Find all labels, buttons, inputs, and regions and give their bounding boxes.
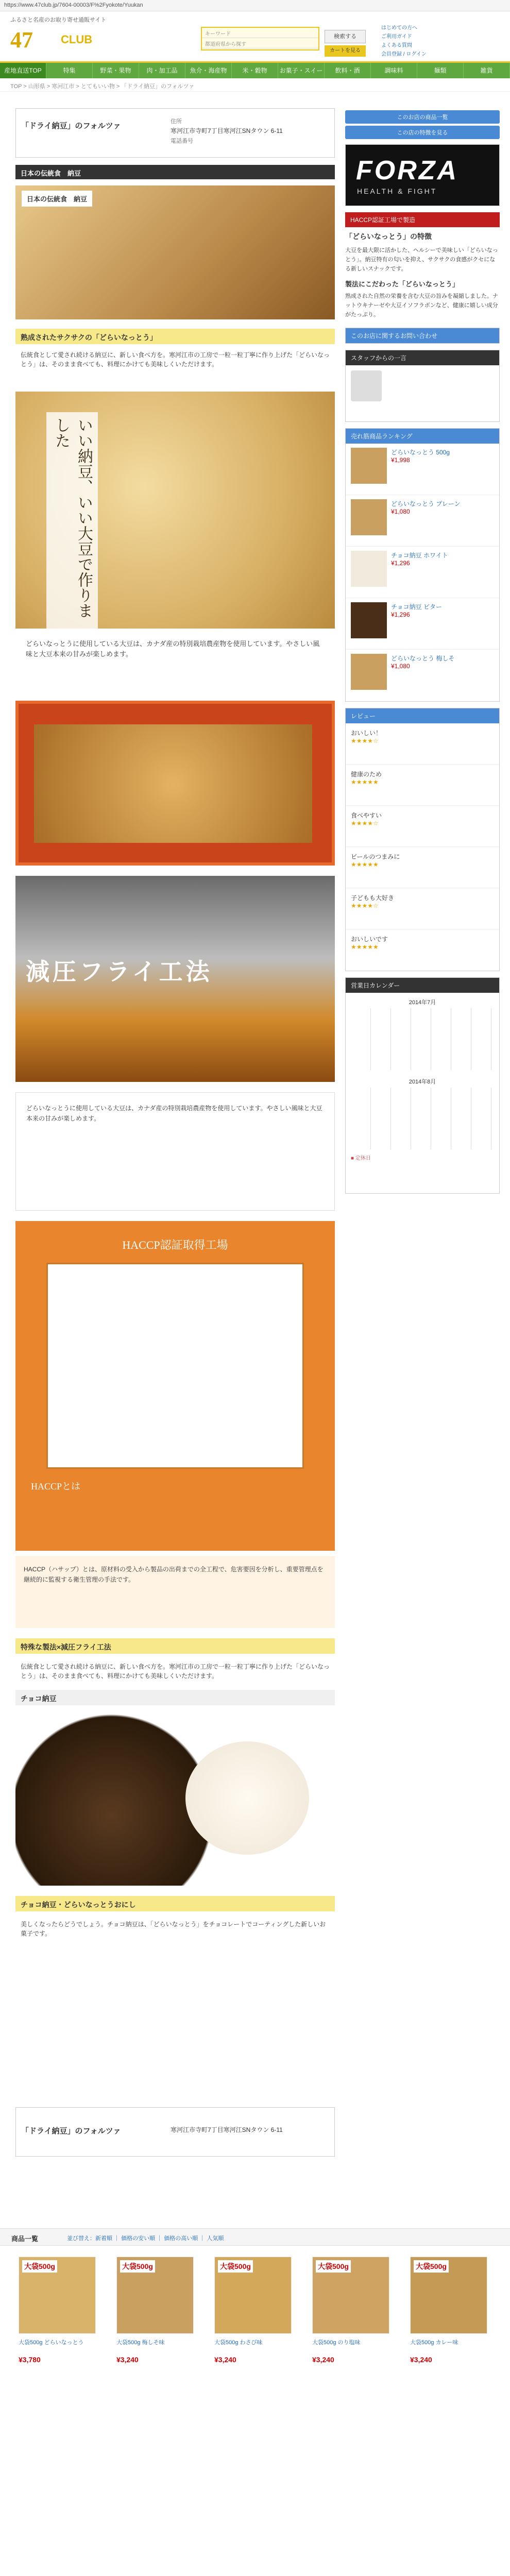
- sort-options[interactable]: 並び替え：新着順 ｜ 価格の安い順 ｜ 価格の高い順 ｜ 人気順: [67, 2235, 224, 2242]
- haccp-description: HACCP（ハサップ）とは、原材料の受入から製品の出荷までの全工程で、危害要因を分析し、重要管理点を継続的に監視する衛生管理の手法です。: [15, 1556, 335, 1628]
- product-thumb: [351, 551, 387, 587]
- review-stars: ★★★★☆: [351, 902, 379, 909]
- url-bar[interactable]: https://www.47club.jp/7604-00003/F%2Fyokote/Yuukan: [0, 0, 510, 11]
- calendar-head: 営業日カレンダー: [346, 978, 499, 993]
- section-heading: 熟成されたサクサクの「どらいなっとう」: [15, 329, 335, 344]
- shop-products-tab[interactable]: このお店の商品一覧: [345, 110, 500, 124]
- header-links: [381, 24, 500, 59]
- method-heading: 特殊な製法×減圧フライ工法: [15, 1638, 335, 1654]
- ranking-head: 売れ筋商品ランキング: [346, 429, 499, 444]
- calendar-grid: [351, 1008, 494, 1070]
- review-title[interactable]: ビールのつまみに: [351, 853, 400, 860]
- fried-natto-photo: [15, 701, 335, 866]
- product-card[interactable]: [11, 2257, 103, 2483]
- footer-shop-title: 「ドライ納豆」のフォルツァ: [21, 2127, 121, 2136]
- review-stars: ★★★★☆: [351, 737, 379, 744]
- product-name[interactable]: 大袋500g どらいなっとう: [19, 2340, 84, 2346]
- review-item[interactable]: [346, 765, 499, 806]
- natto-closeup: [34, 724, 312, 843]
- review-box: [345, 708, 500, 971]
- sidebar: [345, 108, 500, 1200]
- review-stars: ★★★★★: [351, 861, 379, 868]
- product-list-head: 商品一覧: [11, 2235, 39, 2243]
- product-price: ¥3,240: [410, 2355, 432, 2364]
- ranking-price: ¥1,296: [391, 611, 410, 618]
- product-name[interactable]: 大袋500g カレー味: [410, 2340, 458, 2346]
- ranking-item[interactable]: [346, 650, 499, 701]
- product-thumb: [351, 654, 387, 690]
- site-header: [0, 11, 510, 63]
- size-badge: 大袋500g: [218, 2260, 253, 2273]
- review-title[interactable]: 食べやすい: [351, 812, 382, 819]
- search-input[interactable]: キーワード: [202, 28, 318, 38]
- nav-item[interactable]: 飲料・酒: [325, 63, 371, 78]
- process-text: どらいなっとうに使用している大豆は、カナダ産の特別栽培農産物を使用しています。やさしい風味と大豆本来の甘みが楽しめます。: [26, 1105, 322, 1122]
- review-title[interactable]: おいしい！: [351, 730, 382, 737]
- haccp-banner: HACCP認証取得工場: [122, 1239, 228, 1251]
- product-list-bar: [0, 2228, 510, 2246]
- footer-shop-address: 寒河江市寺町7丁目寒河江SNタウン 6-11: [171, 2126, 283, 2133]
- ranking-item[interactable]: [346, 598, 499, 650]
- brand-logo: FORZA: [356, 156, 459, 185]
- natto-hero-image: [15, 185, 335, 319]
- method-title: 製法にこだわった「どらいなっとう」: [345, 280, 459, 288]
- logo-mark: 47: [10, 27, 33, 53]
- method-text: 伝統食として愛され続ける納豆に、新しい食べ方を。寒河江市の工房で一粒一粒丁寧に作り上げた「どらいなっとう」は、そのまま食べても、料理にかけても美味しくいただけます。: [21, 1663, 330, 1680]
- ranking-name[interactable]: どらいなっとう 梅しそ: [391, 655, 455, 662]
- header-link[interactable]: よくある質問: [381, 43, 412, 48]
- search-box[interactable]: [201, 27, 319, 50]
- staff-photo: [351, 370, 382, 401]
- hero-caption: 日本の伝統食 納豆: [22, 191, 92, 207]
- ranking-name[interactable]: どらいなっとう 500g: [391, 449, 450, 456]
- nav-item[interactable]: 米・穀物: [232, 63, 278, 78]
- breadcrumb[interactable]: TOP > 山形県 > 寒河江市 > とてもいい物 > 「ドライ納豆」のフォルツァ: [0, 78, 510, 92]
- ranking-item[interactable]: [346, 495, 499, 547]
- staff-box: [345, 350, 500, 422]
- site-logo[interactable]: [10, 27, 113, 58]
- product-image[interactable]: [214, 2257, 292, 2334]
- contact-box: [345, 328, 500, 344]
- ranking-item[interactable]: [346, 547, 499, 598]
- product-price: ¥3,240: [214, 2355, 236, 2364]
- brand-banner: [345, 144, 500, 206]
- ranking-price: ¥1,080: [391, 663, 410, 670]
- product-thumb: [351, 448, 387, 484]
- cart-button[interactable]: カートを見る: [325, 45, 366, 57]
- ranking-name[interactable]: どらいなっとう プレーン: [391, 500, 461, 507]
- logo-text: CLUB: [61, 33, 93, 46]
- search-button[interactable]: 検索する: [325, 30, 366, 43]
- size-badge: 大袋500g: [414, 2260, 449, 2273]
- shop-info-box: [15, 108, 335, 158]
- article-heading: 日本の伝統食 納豆: [15, 165, 335, 179]
- feature-desc: 大豆を最大限に活かした、ヘルシーで美味しい「どらいなっとう」。納豆特有の匂いを抑え、サクサクの食感がクセになる新しいスナックです。: [345, 247, 498, 272]
- nav-item[interactable]: 肉・加工品: [139, 63, 185, 78]
- process-text-block: [15, 1092, 335, 1211]
- ranking-name[interactable]: チョコ納豆 ビター: [391, 603, 442, 611]
- product-thumb: [351, 499, 387, 535]
- ranking-price: ¥1,080: [391, 508, 410, 515]
- address-label: 住所: [171, 118, 182, 125]
- ranking-name[interactable]: チョコ納豆 ホワイト: [391, 552, 448, 559]
- calendar-note: ■ 定休日: [351, 1156, 371, 1161]
- calendar-month: 2014年7月: [409, 999, 436, 1006]
- review-item[interactable]: [346, 847, 499, 888]
- review-head: レビュー: [346, 708, 499, 723]
- nav-item[interactable]: 調味料: [371, 63, 417, 78]
- site-tagline: ふるさと名産のお取り寄せ通販サイト: [10, 17, 107, 23]
- haccp-certificate: [46, 1263, 304, 1469]
- choco-natto-photo: [15, 1710, 335, 1886]
- tel-label: 電話番号: [171, 138, 193, 144]
- shop-title: 「ドライ納豆」のフォルツァ: [21, 122, 121, 130]
- product-image[interactable]: [19, 2257, 96, 2334]
- review-title[interactable]: おいしいです: [351, 936, 388, 943]
- header-link[interactable]: ご利用ガイド: [381, 34, 412, 40]
- choco-sub-heading: チョコ納豆・どらいなっとうおにし: [15, 1896, 335, 1911]
- product-card[interactable]: [109, 2257, 201, 2483]
- size-badge: 大袋500g: [120, 2260, 155, 2273]
- product-price: ¥3,240: [312, 2355, 334, 2364]
- shop-article: [15, 165, 335, 2081]
- shop-features-tab[interactable]: この店の特徴を見る: [345, 126, 500, 139]
- product-card[interactable]: [403, 2257, 495, 2483]
- header-link[interactable]: はじめての方へ: [381, 25, 417, 31]
- frying-machine-photo: [15, 876, 335, 1082]
- review-title[interactable]: 健康のため: [351, 771, 382, 778]
- feature-title: 「どらいなっとう」の特徴: [345, 232, 432, 241]
- vertical-caption: いい納豆、いい大豆で作りました: [46, 412, 98, 629]
- shop-header: [15, 108, 335, 158]
- product-image[interactable]: [410, 2257, 487, 2334]
- white-choco-bowl: [185, 1741, 309, 1855]
- haccp-title: HACCPとは: [31, 1481, 81, 1492]
- haccp-badge: HACCP認証工場で製造: [345, 212, 500, 227]
- ranking-item[interactable]: [346, 444, 499, 495]
- product-price: ¥3,780: [19, 2355, 41, 2364]
- size-badge: 大袋500g: [316, 2260, 351, 2273]
- soybean-text: どらいなっとうに使用している大豆は、カナダ産の特別栽培農産物を使用しています。やさしい風味と大豆本来の甘みが楽しめます。: [15, 634, 335, 690]
- review-item[interactable]: [346, 929, 499, 971]
- ranking-price: ¥1,998: [391, 456, 410, 464]
- calendar-box: [345, 977, 500, 1194]
- staff-head: スタッフからの一言: [346, 350, 499, 365]
- ranking-box: [345, 428, 500, 702]
- contact-head[interactable]: このお店に関するお問い合わせ: [346, 328, 499, 343]
- review-title[interactable]: 子どもも大好き: [351, 894, 395, 902]
- nav-item[interactable]: 麺類: [417, 63, 464, 78]
- nav-item[interactable]: お菓子・スイーツ: [278, 63, 325, 78]
- brand-sub: HEALTH & FIGHT: [357, 187, 437, 195]
- shop-footer-box: [15, 2107, 335, 2157]
- shop-address: 寒河江市寺町7丁目寒河江SNタウン 6-11: [171, 127, 283, 134]
- product-card[interactable]: [305, 2257, 397, 2483]
- review-item[interactable]: [346, 723, 499, 765]
- header-link[interactable]: 会員登録 / ログイン: [381, 52, 427, 57]
- size-badge: 大袋500g: [22, 2260, 57, 2273]
- frying-caption: 減圧フライ工法: [26, 959, 213, 985]
- product-image[interactable]: [312, 2257, 389, 2334]
- soybean-photo: [15, 392, 335, 629]
- product-thumb: [351, 602, 387, 638]
- method-desc: 熟成された自然の栄養を含む大豆の旨みを凝縮しました。ナットウキナーゼや大豆イソフラボンなど、健康に嬉しい成分がたっぷり。: [345, 293, 498, 318]
- intro-text: 伝統食として愛され続ける納豆に、新しい食べ方を。寒河江市の工房で一粒一粒丁寧に作り上げた「どらいなっとう」は、そのまま食べても、料理にかけても美味しくいただけます。: [21, 351, 330, 368]
- calendar-grid: [351, 1088, 494, 1149]
- product-card[interactable]: [207, 2257, 299, 2483]
- product-name[interactable]: 大袋500g わさび味: [214, 2340, 263, 2346]
- product-name[interactable]: 大袋500g のり塩味: [312, 2340, 361, 2346]
- choco-heading: チョコ納豆: [15, 1690, 335, 1705]
- nav-item[interactable]: 特集: [46, 63, 93, 78]
- nav-item[interactable]: 魚介・海産物: [185, 63, 232, 78]
- review-stars: ★★★★★: [351, 943, 379, 951]
- nav-item[interactable]: 野菜・果物: [93, 63, 139, 78]
- review-stars: ★★★★★: [351, 778, 379, 786]
- calendar-month: 2014年8月: [409, 1079, 436, 1085]
- review-stars: ★★★★☆: [351, 820, 379, 827]
- product-image[interactable]: [116, 2257, 194, 2334]
- review-item[interactable]: [346, 888, 499, 929]
- product-price: ¥3,240: [116, 2355, 139, 2364]
- ranking-price: ¥1,296: [391, 560, 410, 567]
- nav-item[interactable]: 雑貨: [464, 63, 510, 78]
- prefecture-select[interactable]: 都道府県から探す: [202, 38, 318, 48]
- haccp-certificate-panel: [15, 1221, 335, 1551]
- choco-text: 美しくなったらどうでしょう。チョコ納豆は、「どらいなっとう」をチョコレートでコーティングした新しいお菓子です。: [21, 1921, 326, 1937]
- review-item[interactable]: [346, 806, 499, 847]
- product-name[interactable]: 大袋500g 梅しそ味: [116, 2340, 165, 2346]
- nav-item[interactable]: 産地直送TOP: [0, 63, 46, 78]
